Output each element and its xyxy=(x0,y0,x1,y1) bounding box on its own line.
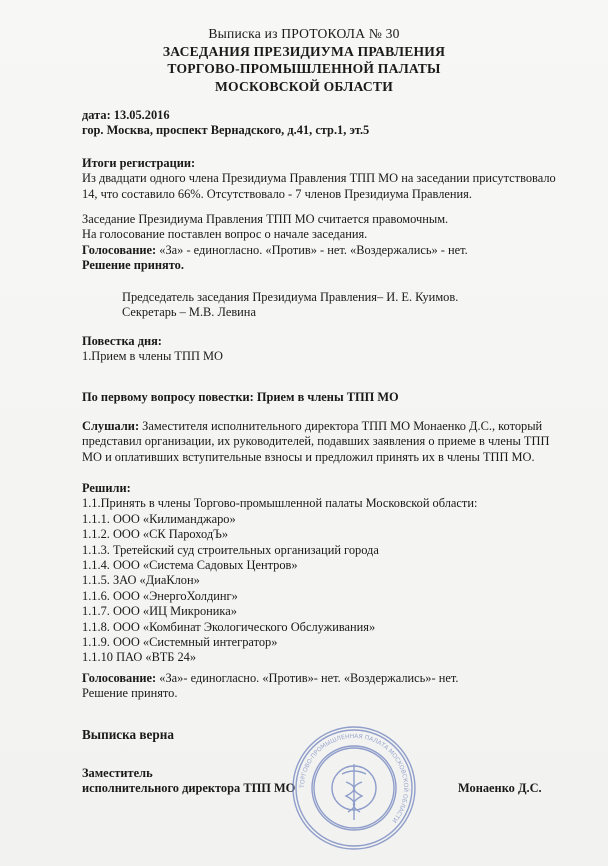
registration-vote xyxy=(82,243,572,258)
member-list-item: 1.1.10 ПАО «ВТБ 24» xyxy=(82,650,197,665)
agenda-item-1: 1.Прием в члены ТПП МО xyxy=(82,349,223,364)
heard-line-3: МО и оплативших вступительные взносы и предложил принять их в члены ТПП МО. xyxy=(82,449,535,464)
header-title-line-3: ТОРГОВО-ПРОМЫШЛЕННОЙ ПАЛАТЫ xyxy=(167,61,441,76)
agenda-section xyxy=(82,334,572,365)
registration-line-1: Из двадцати одного члена Президиума Правления ТПП МО на заседании присутствовало xyxy=(82,171,556,186)
member-list-item: 1.1.7. ООО «ИЦ Микроника» xyxy=(82,604,237,619)
member-list-item: 1.1.5. ЗАО «ДиаКлон» xyxy=(82,573,200,588)
vote-question-line: На голосование поставлен вопрос о начале заседания. xyxy=(82,227,368,242)
document-header xyxy=(0,25,608,95)
signer-title xyxy=(82,766,295,797)
resolved-vote-section xyxy=(82,671,572,702)
seal-text: ТОРГОВО-ПРОМЫШЛЕННАЯ ПАЛАТА МОСКОВСКОЙ ОБЛАСТИ xyxy=(298,732,410,824)
meeting-meta xyxy=(82,108,572,139)
heard-section xyxy=(82,419,572,465)
member-list-item: 1.1.1. ООО «Килиманджаро» xyxy=(82,511,236,526)
secretary-line: Секретарь – М.В. Левина xyxy=(122,305,256,320)
resolved-title: Решили: xyxy=(82,481,131,495)
signer-line-1: Заместитель xyxy=(82,766,153,780)
official-seal-stamp xyxy=(290,724,418,852)
header-title-line-1: Выписка из ПРОТОКОЛА № 30 xyxy=(208,26,400,41)
signer-name: Монаенко Д.С. xyxy=(458,781,542,795)
caduceus-snake-right xyxy=(353,782,362,812)
resolved-vote-label: Голосование: xyxy=(82,671,157,685)
quorum-section xyxy=(82,212,572,274)
header-title-line-4: МОСКОВСКОЙ ОБЛАСТИ xyxy=(215,78,393,94)
certified-copy-label: Выписка верна xyxy=(82,727,174,742)
member-list-item: 1.1.6. ООО «ЭнергоХолдинг» xyxy=(82,588,238,603)
first-question-title: По первому вопросу повестки: Прием в члены ТПП МО xyxy=(82,390,399,404)
vote-text: «За» - единогласно. «Против» - нет. «Воздержались» - нет. xyxy=(156,242,468,257)
member-list-item: 1.1.4. ООО «Система Садовых Центров» xyxy=(82,558,298,573)
quorum-line: Заседание Президиума Правления ТПП МО считается правомочным. xyxy=(82,212,449,226)
heard-text-1: Заместителя исполнительного директора ТПП МО Монаенко Д.С., который xyxy=(139,419,543,433)
resolved-section xyxy=(82,481,572,666)
member-list-item: 1.1.8. ООО «Комбинат Экологического Обслуживания» xyxy=(82,619,376,634)
resolved-vote-text: «За»- единогласно. «Против»- нет. «Воздержались»- нет. xyxy=(156,671,459,685)
resolved-decision: Решение принято. xyxy=(82,686,178,701)
registration-section xyxy=(82,156,572,202)
vote-label: Голосование: xyxy=(82,242,157,257)
member-list-item: 1.1.9. ООО «Системный интегратор» xyxy=(82,635,278,650)
resolved-vote xyxy=(82,671,572,686)
meeting-place: гор. Москва, проспект Вернадского, д.41, стр.1, эт.5 xyxy=(82,123,370,138)
member-list-item: 1.1.3. Третейский суд строительных организаций города xyxy=(82,542,379,557)
member-list-item: 1.1.2. ООО «СК ПароходЪ» xyxy=(82,527,229,542)
heard-line-2: представил организации, их руководителей, подавших заявления о приеме в члены ТПП xyxy=(82,434,550,449)
officials-section xyxy=(82,290,572,321)
resolved-intro: 1.1.Принять в члены Торгово-промышленной палаты Московской области: xyxy=(82,496,478,511)
registration-decision: Решение принято. xyxy=(82,258,184,273)
registration-line-2: 14, что составило 66%. Отсутствовало - 7 членов Президиума Правления. xyxy=(82,186,472,201)
signer-line-2: исполнительного директора ТПП МО xyxy=(82,781,296,796)
header-title-line-2: ЗАСЕДАНИЯ ПРЕЗИДИУМА ПРАВЛЕНИЯ xyxy=(162,43,446,59)
agenda-title: Повестка дня: xyxy=(82,334,162,348)
heard-label: Слушали: xyxy=(82,419,140,433)
heard-line-1 xyxy=(82,419,572,434)
registration-title: Итоги регистрации: xyxy=(82,156,196,170)
chairman-line: Председатель заседания Президиума Правления– И. Е. Куимов. xyxy=(122,290,459,304)
caduceus-snake-left xyxy=(346,782,355,812)
meeting-date: дата: 13.05.2016 xyxy=(82,108,170,122)
